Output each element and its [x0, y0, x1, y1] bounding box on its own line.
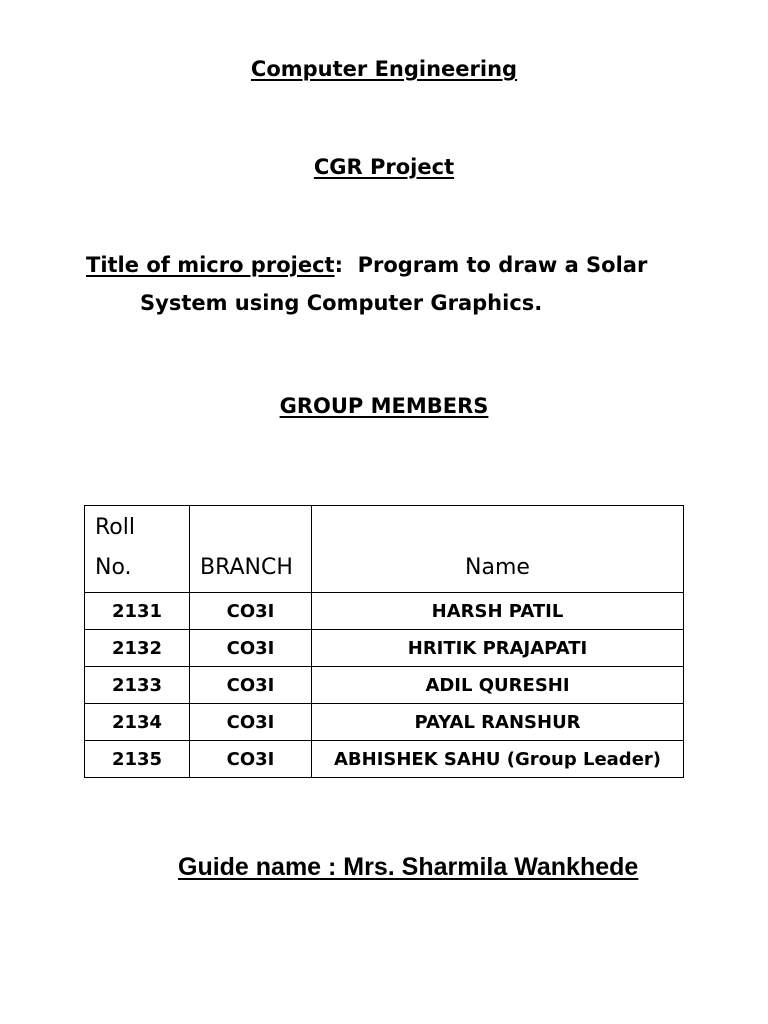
- cell-branch: CO3I: [190, 667, 312, 704]
- table-row: [85, 667, 684, 704]
- cell-branch: CO3I: [190, 704, 312, 741]
- cell-roll: 2134: [85, 704, 190, 741]
- header-roll-no: [85, 506, 190, 593]
- cell-roll: 2131: [85, 593, 190, 630]
- members-table: [84, 505, 684, 778]
- cell-roll: 2135: [85, 741, 190, 778]
- table-row: [85, 741, 684, 778]
- cell-name: ADIL QURESHI: [312, 667, 684, 704]
- cell-name: PAYAL RANSHUR: [312, 704, 684, 741]
- cell-name: ABHISHEK SAHU (Group Leader): [312, 741, 684, 778]
- header-name: Name: [312, 506, 684, 593]
- micro-project-title-line-1: [86, 253, 647, 277]
- guide-name: Guide name : Mrs. Sharmila Wankhede: [178, 853, 639, 881]
- title-label: Title of micro project: [86, 253, 335, 277]
- header-roll-line-2: No.: [95, 555, 132, 580]
- cell-branch: CO3I: [190, 630, 312, 667]
- cell-branch: CO3I: [190, 741, 312, 778]
- cell-roll: 2133: [85, 667, 190, 704]
- table-row: [85, 593, 684, 630]
- header-roll-line-1: Roll: [95, 515, 135, 540]
- table-header-row: [85, 506, 684, 593]
- table-row: [85, 704, 684, 741]
- header-branch: BRANCH: [190, 506, 312, 593]
- title-separator: :: [334, 253, 343, 277]
- title-text-line-1: Program to draw a Solar: [357, 253, 648, 277]
- table-row: [85, 630, 684, 667]
- cell-branch: CO3I: [190, 593, 312, 630]
- project-heading: CGR Project: [313, 155, 455, 179]
- cell-name: HRITIK PRAJAPATI: [312, 630, 684, 667]
- cell-roll: 2132: [85, 630, 190, 667]
- group-members-heading: GROUP MEMBERS: [279, 394, 489, 418]
- cell-name: HARSH PATIL: [312, 593, 684, 630]
- title-text-line-2: System using Computer Graphics.: [140, 291, 543, 315]
- department-heading: Computer Engineering: [250, 57, 518, 81]
